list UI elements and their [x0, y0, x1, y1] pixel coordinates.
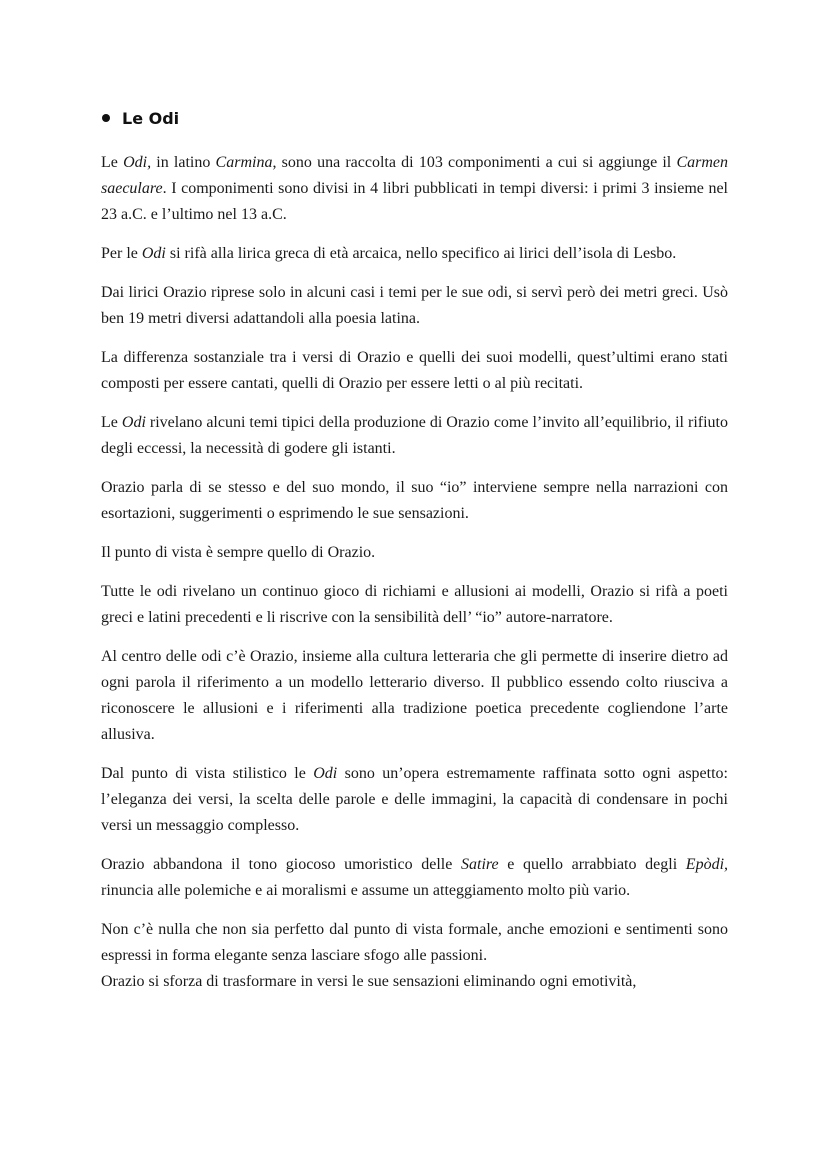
- text-run: rinuncia alle polemiche e ai moralismi e assume un atteggiamento molto più vario.: [101, 882, 631, 899]
- text-run: Le: [101, 414, 122, 431]
- paragraph: [101, 579, 728, 631]
- paragraph: [101, 761, 728, 839]
- section-heading-text: Le Odi: [122, 109, 180, 128]
- body-text: [101, 150, 728, 1008]
- italic-title: Odi: [141, 245, 166, 262]
- text-run: Orazio parla di se stesso e del suo mondo, il suo “io” interviene sempre nella narrazioni con esortazioni, suggerimenti o esprimendo le sue sensazioni.: [101, 479, 728, 522]
- paragraph: [101, 150, 728, 228]
- italic-title: Odi: [121, 414, 146, 431]
- paragraph: [101, 280, 728, 332]
- section-heading: [102, 108, 179, 130]
- text-run: Al centro delle odi c’è Orazio, insieme alla cultura letteraria che gli permette di inserire dietro ad ogni parola il riferimento a un modello letterario diverso. Il pubblico essendo colto riusciva a riconoscere le allusioni e i riferimenti alla tradizione poetica precedente cogliendone l’arte allusiva.: [101, 648, 728, 743]
- text-run: sono un’opera estremamente raffinata sotto ogni aspetto: l’eleganza dei versi, la scelta delle parole e delle immagini, la capacità di condensare in pochi versi un messaggio complesso.: [101, 765, 728, 834]
- paragraph: [101, 917, 728, 969]
- text-run: La differenza sostanziale tra i versi di Orazio e quelli dei suoi modelli, quest’ultimi erano stati composti per essere cantati, quelli di Orazio per essere letti o al più recitati.: [101, 349, 728, 392]
- text-run: e quello arrabbiato degli: [498, 856, 686, 873]
- text-run: rivelano alcuni temi tipici della produzione di Orazio come l’invito all’equilibrio, il rifiuto degli eccessi, la necessità di godere gli istanti.: [101, 414, 729, 457]
- text-run: Per le: [101, 245, 142, 262]
- italic-title: Satire: [461, 856, 499, 873]
- paragraph: [101, 345, 728, 397]
- text-run: Il punto di vista è sempre quello di Orazio.: [101, 544, 376, 561]
- text-run: Tutte le odi rivelano un continuo gioco di richiami e allusioni ai modelli, Orazio si rifà a poeti greci e latini precedenti e li riscrive con la sensibilità dell’ “io” autore-narratore.: [101, 583, 728, 626]
- text-run: in latino: [151, 154, 216, 171]
- text-run: Orazio abbandona il tono giocoso umoristico delle: [101, 856, 461, 873]
- text-run: Dal punto di vista stilistico le: [101, 765, 314, 782]
- text-run: Dai lirici Orazio riprese solo in alcuni casi i temi per le sue odi, si servì però dei metri greci. Usò ben 19 metri diversi adattandoli alla poesia latina.: [101, 284, 728, 327]
- text-run: . I componimenti sono divisi in 4 libri pubblicati in tempi diversi: i primi 3 insieme nel 23 a.C. e l’ultimo nel 13 a.C.: [101, 180, 728, 223]
- italic-title: Epòdi,: [685, 856, 729, 873]
- bullet-icon: [102, 114, 110, 122]
- italic-title: Odi: [313, 765, 338, 782]
- paragraph: [101, 969, 728, 995]
- paragraph: [101, 852, 728, 904]
- italic-title: Carmen saeculare: [101, 154, 729, 197]
- text-run: , sono una raccolta di 103 componimenti a cui si aggiunge il: [272, 154, 677, 171]
- text-run: Non c’è nulla che non sia perfetto dal punto di vista formale, anche emozioni e sentimenti sono espressi in forma elegante senza lasciare sfogo alle passioni.: [101, 921, 728, 964]
- text-run: Le: [101, 154, 124, 171]
- paragraph: [101, 241, 728, 267]
- paragraph: [101, 540, 728, 566]
- italic-title: Carmina: [215, 154, 273, 171]
- paragraph: [101, 644, 728, 748]
- paragraph: [101, 410, 728, 462]
- text-run: Orazio si sforza di trasformare in versi le sue sensazioni eliminando ogni emotività,: [101, 973, 637, 990]
- italic-title: Odi,: [123, 154, 152, 171]
- paragraph: [101, 475, 728, 527]
- text-run: si rifà alla lirica greca di età arcaica, nello specifico ai lirici dell’isola di Lesbo.: [165, 245, 677, 262]
